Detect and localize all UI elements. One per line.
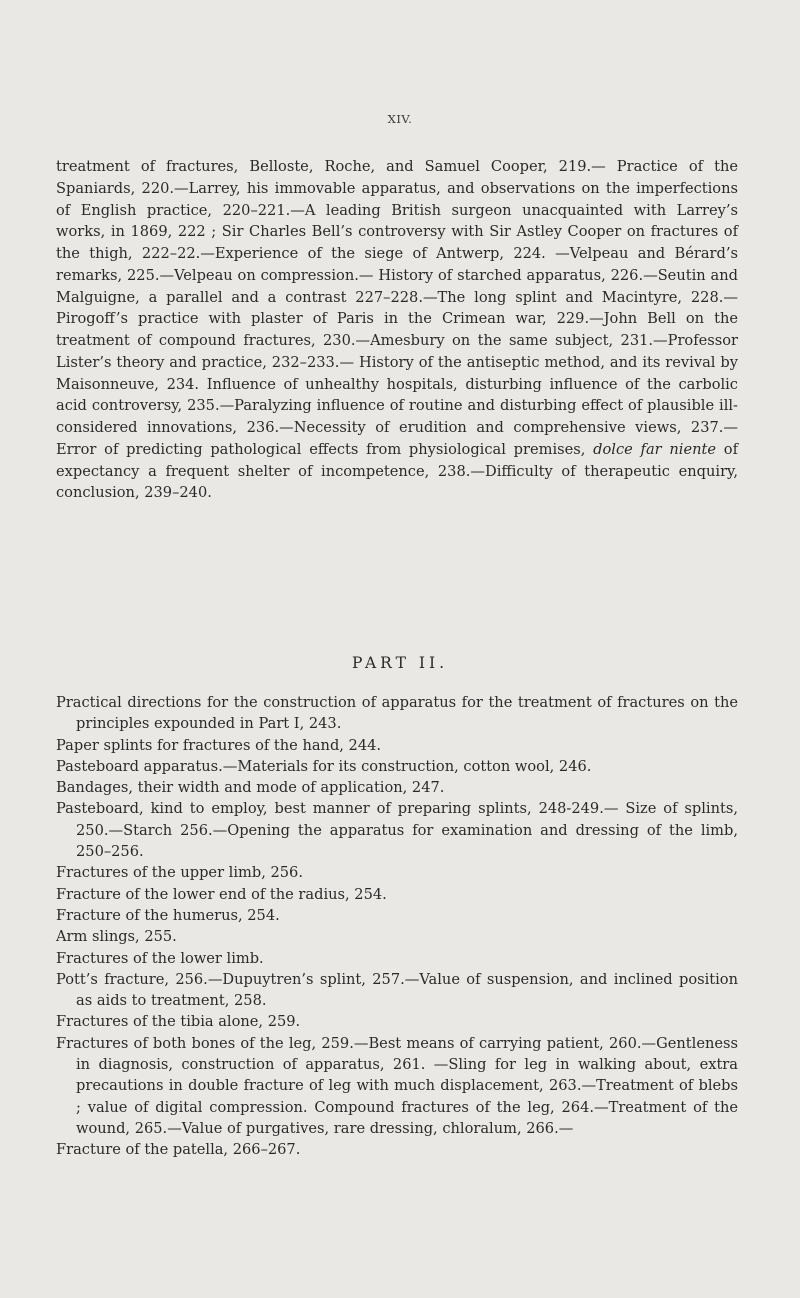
page-number: XIV. [387, 112, 413, 126]
part-heading: PART II. [351, 654, 449, 672]
contents-entry: Fractures of the tibia alone, 259. [56, 1013, 301, 1031]
intro-paragraph: treatment of fractures, Belloste, Roche, and Samuel Cooper, 219.— Practice of the Spaniards, 220.—Larrey, his immovable apparatus, and observations on the imperfections of English practice, 220–221.—A leading British surgeon unacquainted with Larrey’s works, in 1869, 222 ; Sir Charles Bell’s controversy with Sir Astley Cooper on fractures of the thigh, 222–22.—Experience of the siege of Antwerp, 224. —Velpeau and Bérard’s remarks, 225.—Velpeau on compression.— History of starched apparatus, 226.—Seutin and Malguigne, a parallel and a contrast 227–228.—The long splint and Macintyre, 228.—Pirogoff’s practice with plaster of Paris in the Crimean war, 229.—John Bell on the treatment of compound fractures, 230.—Amesbury on the same subject, 231.—Professor Lister’s theory and practice, 232–233.— History of the antiseptic method, and its revival by Maisonneuve, 234. Influence of unhealthy hospitals, disturbing influence of the carbolic acid controversy, 235.—Paralyzing influence of routine and disturbing effect of plausible ill-considered innovations, 236.—Necessity of erudition and comprehensive views, 237.—Error of predicting pathological effects from physiological premises, dolce far niente of expectancy a frequent shelter of incompetence, 238.—Difficulty of therapeutic enquiry, conclusion, 239–240. [56, 158, 738, 502]
contents-entry: Fractures of the lower limb. [56, 949, 264, 967]
contents-entry: Paper splints for fractures of the hand, 244. [56, 736, 382, 754]
contents-entry: Bandages, their width and mode of application, 247. [56, 779, 445, 797]
contents-entry: Pott’s fracture, 256.—Dupuytren’s splint, 257.—Value of suspension, and inclined position as aids to treatment, 258. [56, 970, 738, 1010]
contents-entry: Practical directions for the construction of apparatus for the treatment of fractures on the principles expounded in Part I, 243. [56, 694, 738, 733]
contents-entry: Fractures of both bones of the leg, 259.—Best means of carrying patient, 260.—Gentleness in diagnosis, construction of apparatus, 261. —Sling for leg in walking about, extra precautions in double fracture of leg with much displacement, 263.—Treatment of blebs ; value of digital compression. Compound fractures of the leg, 264.—Treatment of the wound, 265.—Value of purgatives, rare dressing, chloralum, 266.— [56, 1034, 738, 1137]
contents-entry: Fracture of the lower end of the radius, 254. [56, 885, 387, 903]
contents-entry: Fractures of the upper limb, 256. [56, 864, 303, 882]
contents-entry: Fracture of the humerus, 254. [56, 906, 280, 924]
contents-entry: Pasteboard apparatus.—Materials for its construction, cotton wool, 246. [56, 757, 592, 775]
contents-entries [56, 692, 738, 1161]
contents-entry: Fracture of the patella, 266–267. [56, 1141, 301, 1159]
italic-phrase: dolce far niente [593, 440, 717, 458]
contents-entry: Arm slings, 255. [56, 928, 177, 946]
contents-entry: Pasteboard, kind to employ, best manner of preparing splints, 248-249.— Size of splints, 250.—Starch 256.—Opening the apparatus for examination and dressing of the limb, 250–256. [56, 800, 738, 861]
